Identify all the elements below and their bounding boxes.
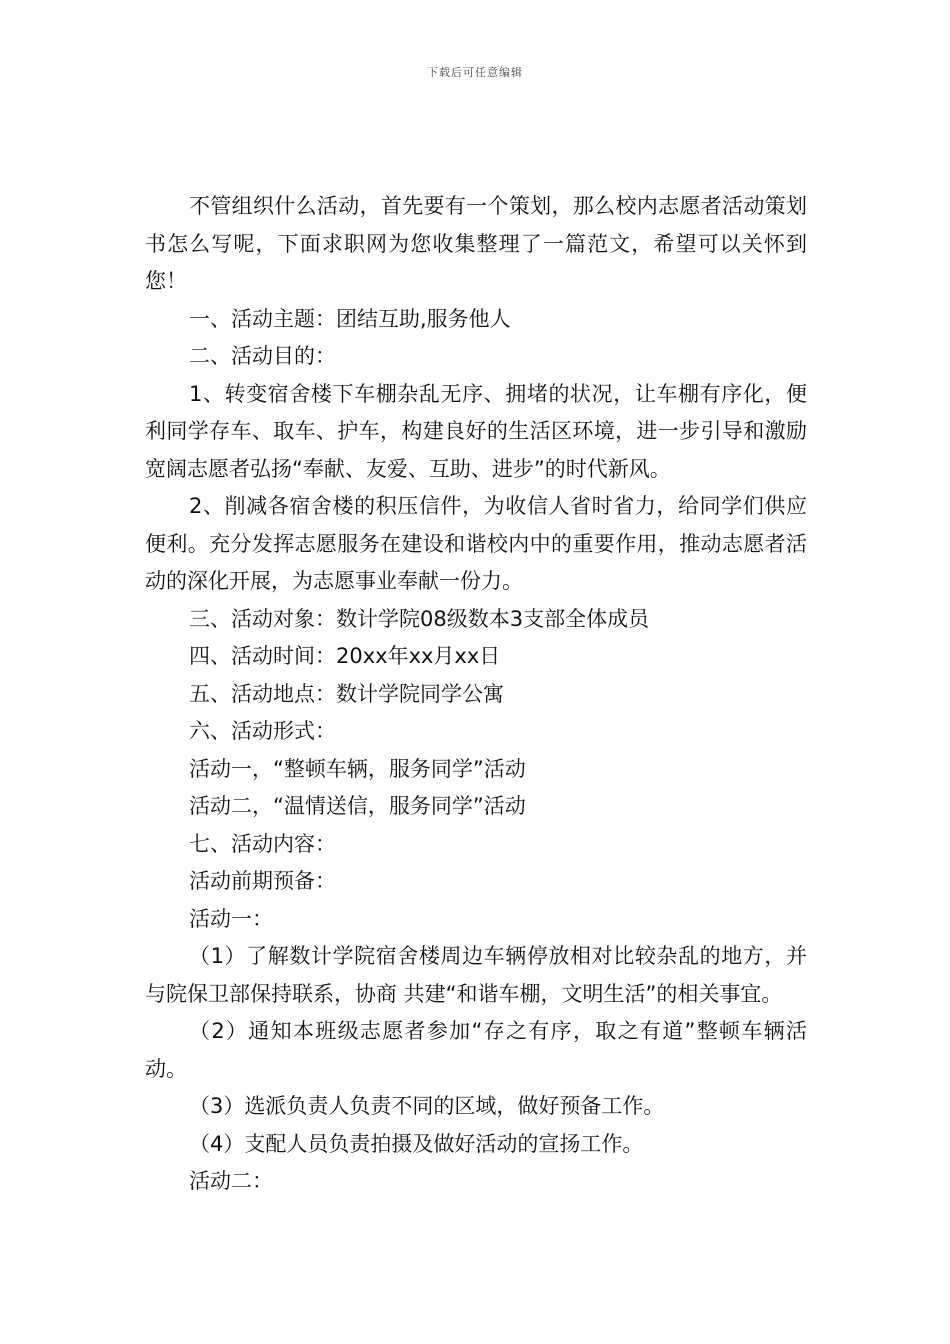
activity-1-step-3: （3）选派负责人负责不同的区域，做好预备工作。 [189, 1094, 665, 1118]
section-location: 五、活动地点：数计学院同学公寓 [189, 681, 504, 706]
page-header-note: 下载后可任意编辑 [427, 66, 523, 79]
section-time: 四、活动时间：20xx年xx月xx日 [189, 644, 501, 668]
purpose-item-2: 2、削减各宿舍楼的积压信件，为收信人省时省力，给同学们供应便利。充分发挥志愿服务在建设和谐校内中的重要作用，推动志愿者活动的深化开展，为志愿事业奉献一份力。 [145, 494, 807, 593]
section-content-heading: 七、活动内容： [189, 831, 336, 856]
section-purpose-heading: 二、活动目的： [189, 344, 336, 368]
activity-1-step-4: （4）支配人员负责拍摄及做好活动的宣扬工作。 [189, 1131, 644, 1156]
purpose-item-1: 1、转变宿舍楼下车棚杂乱无序、拥堵的状况，让车棚有序化，便利同学存车、取车、护车，构建良好的生活区环境，进一步引导和激励宽阔志愿者弘扬“奉献、友爱、互助、进步”的时代新风。 [145, 381, 807, 481]
activity-1-step-2: （2）通知本班级志愿者参加“存之有序，取之有道”整顿车辆活动。 [145, 1019, 807, 1081]
activity-2-heading: 活动二： [189, 1169, 273, 1193]
activity-1-step-1: （1）了解数计学院宿舍楼周边车辆停放相对比较杂乱的地方，并与院保卫部保持联系，协商 共建“和谐车棚，文明生活”的相关事宜。 [145, 944, 807, 1006]
document-body [145, 188, 807, 1201]
section-form-heading: 六、活动形式： [189, 719, 336, 743]
form-activity-1: 活动一，“整顿车辆，服务同学”活动 [189, 756, 526, 781]
intro-paragraph: 不管组织什么活动，首先要有一个策划，那么校内志愿者活动策划书怎么写呢，下面求职网为您收集整理了一篇范文，希望可以关怀到您！ [145, 194, 807, 293]
section-target: 三、活动对象：数计学院08级数本3支部全体成员 [189, 606, 650, 631]
section-theme: 一、活动主题：团结互助,服务他人 [189, 306, 511, 331]
activity-1-heading: 活动一： [189, 906, 273, 931]
form-activity-2: 活动二，“温情送信，服务同学”活动 [189, 794, 526, 818]
preparation-heading: 活动前期预备： [189, 869, 336, 893]
